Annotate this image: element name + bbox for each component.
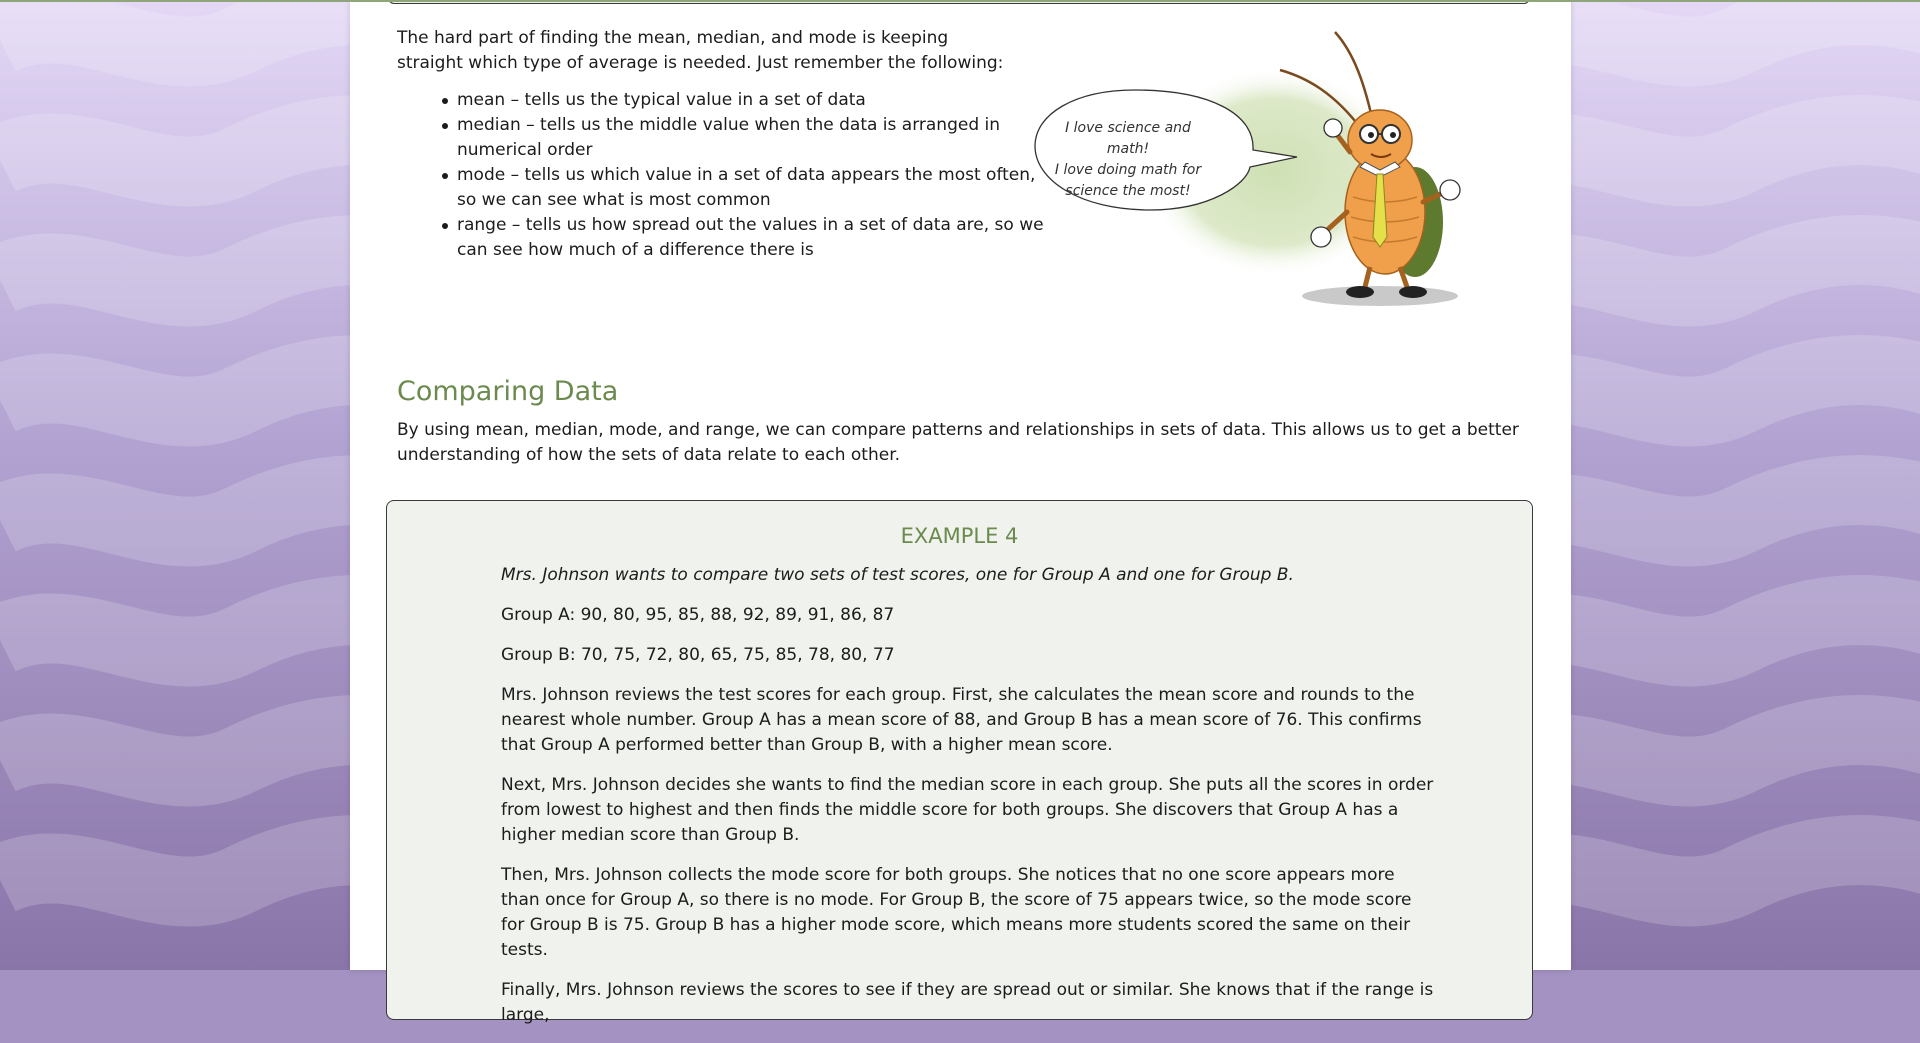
mean-paragraph: Mrs. Johnson reviews the test scores for each group. First, she calculates the mean score and rounds to the nearest whole number. Group A has a mean score of 88, and Group B has a mean score of 76. This confirms that Group A performed better than Group B, with a higher mean score. <box>501 685 1422 755</box>
content-page <box>350 0 1571 1025</box>
example-intro: Mrs. Johnson wants to compare two sets of test scores, one for Group A and one for Group B. <box>501 565 1294 585</box>
list-item-median: median – tells us the middle value when the data is arranged in numerical order <box>457 113 1057 163</box>
speech-bubble-line: I love doing math for <box>1054 162 1202 178</box>
group-b-scores: Group B: 70, 75, 72, 80, 65, 75, 85, 78, 80, 77 <box>501 645 895 665</box>
section-title-comparing-data: Comparing Data <box>397 376 619 407</box>
example-title: EXAMPLE 4 <box>900 524 1019 548</box>
mode-paragraph: Then, Mrs. Johnson collects the mode score for both groups. She notices that no one score appears more than once for Group A, so there is no mode. For Group B, the score of 75 appears twice, so the mode score for Group B is 75. Group B has a higher mode score, which means more students scored the same on their tests. <box>501 865 1412 960</box>
speech-bubble-line: science the most! <box>1065 183 1191 199</box>
median-paragraph: Next, Mrs. Johnson decides she wants to find the median score in each group. She puts all the scores in order from lowest to highest and then finds the middle score for both groups. She discovers that Group A has a higher median score than Group B. <box>501 775 1434 845</box>
range-paragraph: Finally, Mrs. Johnson reviews the scores to see if they are spread out or similar. She knows that if the range is large, <box>501 980 1434 1025</box>
example-content <box>501 563 1436 1043</box>
averages-list <box>397 88 1057 263</box>
list-item-mean: mean – tells us the typical value in a set of data <box>457 88 1057 113</box>
list-item-mode: mode – tells us which value in a set of data appears the most often, so we can see what is most common <box>457 163 1057 213</box>
speech-bubble-line: I love science and math! <box>1065 120 1191 157</box>
top-accent-line <box>0 0 1920 2</box>
list-item-range: range – tells us how spread out the values in a set of data are, so we can see how much of a difference there is <box>457 213 1057 263</box>
speech-bubble-text <box>1053 118 1203 202</box>
group-a-scores: Group A: 90, 80, 95, 85, 88, 92, 89, 91, 86, 87 <box>501 605 895 625</box>
intro-paragraph: The hard part of finding the mean, median, and mode is keeping straight which type of average is needed. Just remember the following: <box>397 28 1004 73</box>
example-4-box <box>386 500 1533 1025</box>
comparing-data-paragraph: By using mean, median, mode, and range, we can compare patterns and relationships in sets of data. This allows us to get a better understanding of how the sets of data relate to each other. <box>397 420 1519 465</box>
